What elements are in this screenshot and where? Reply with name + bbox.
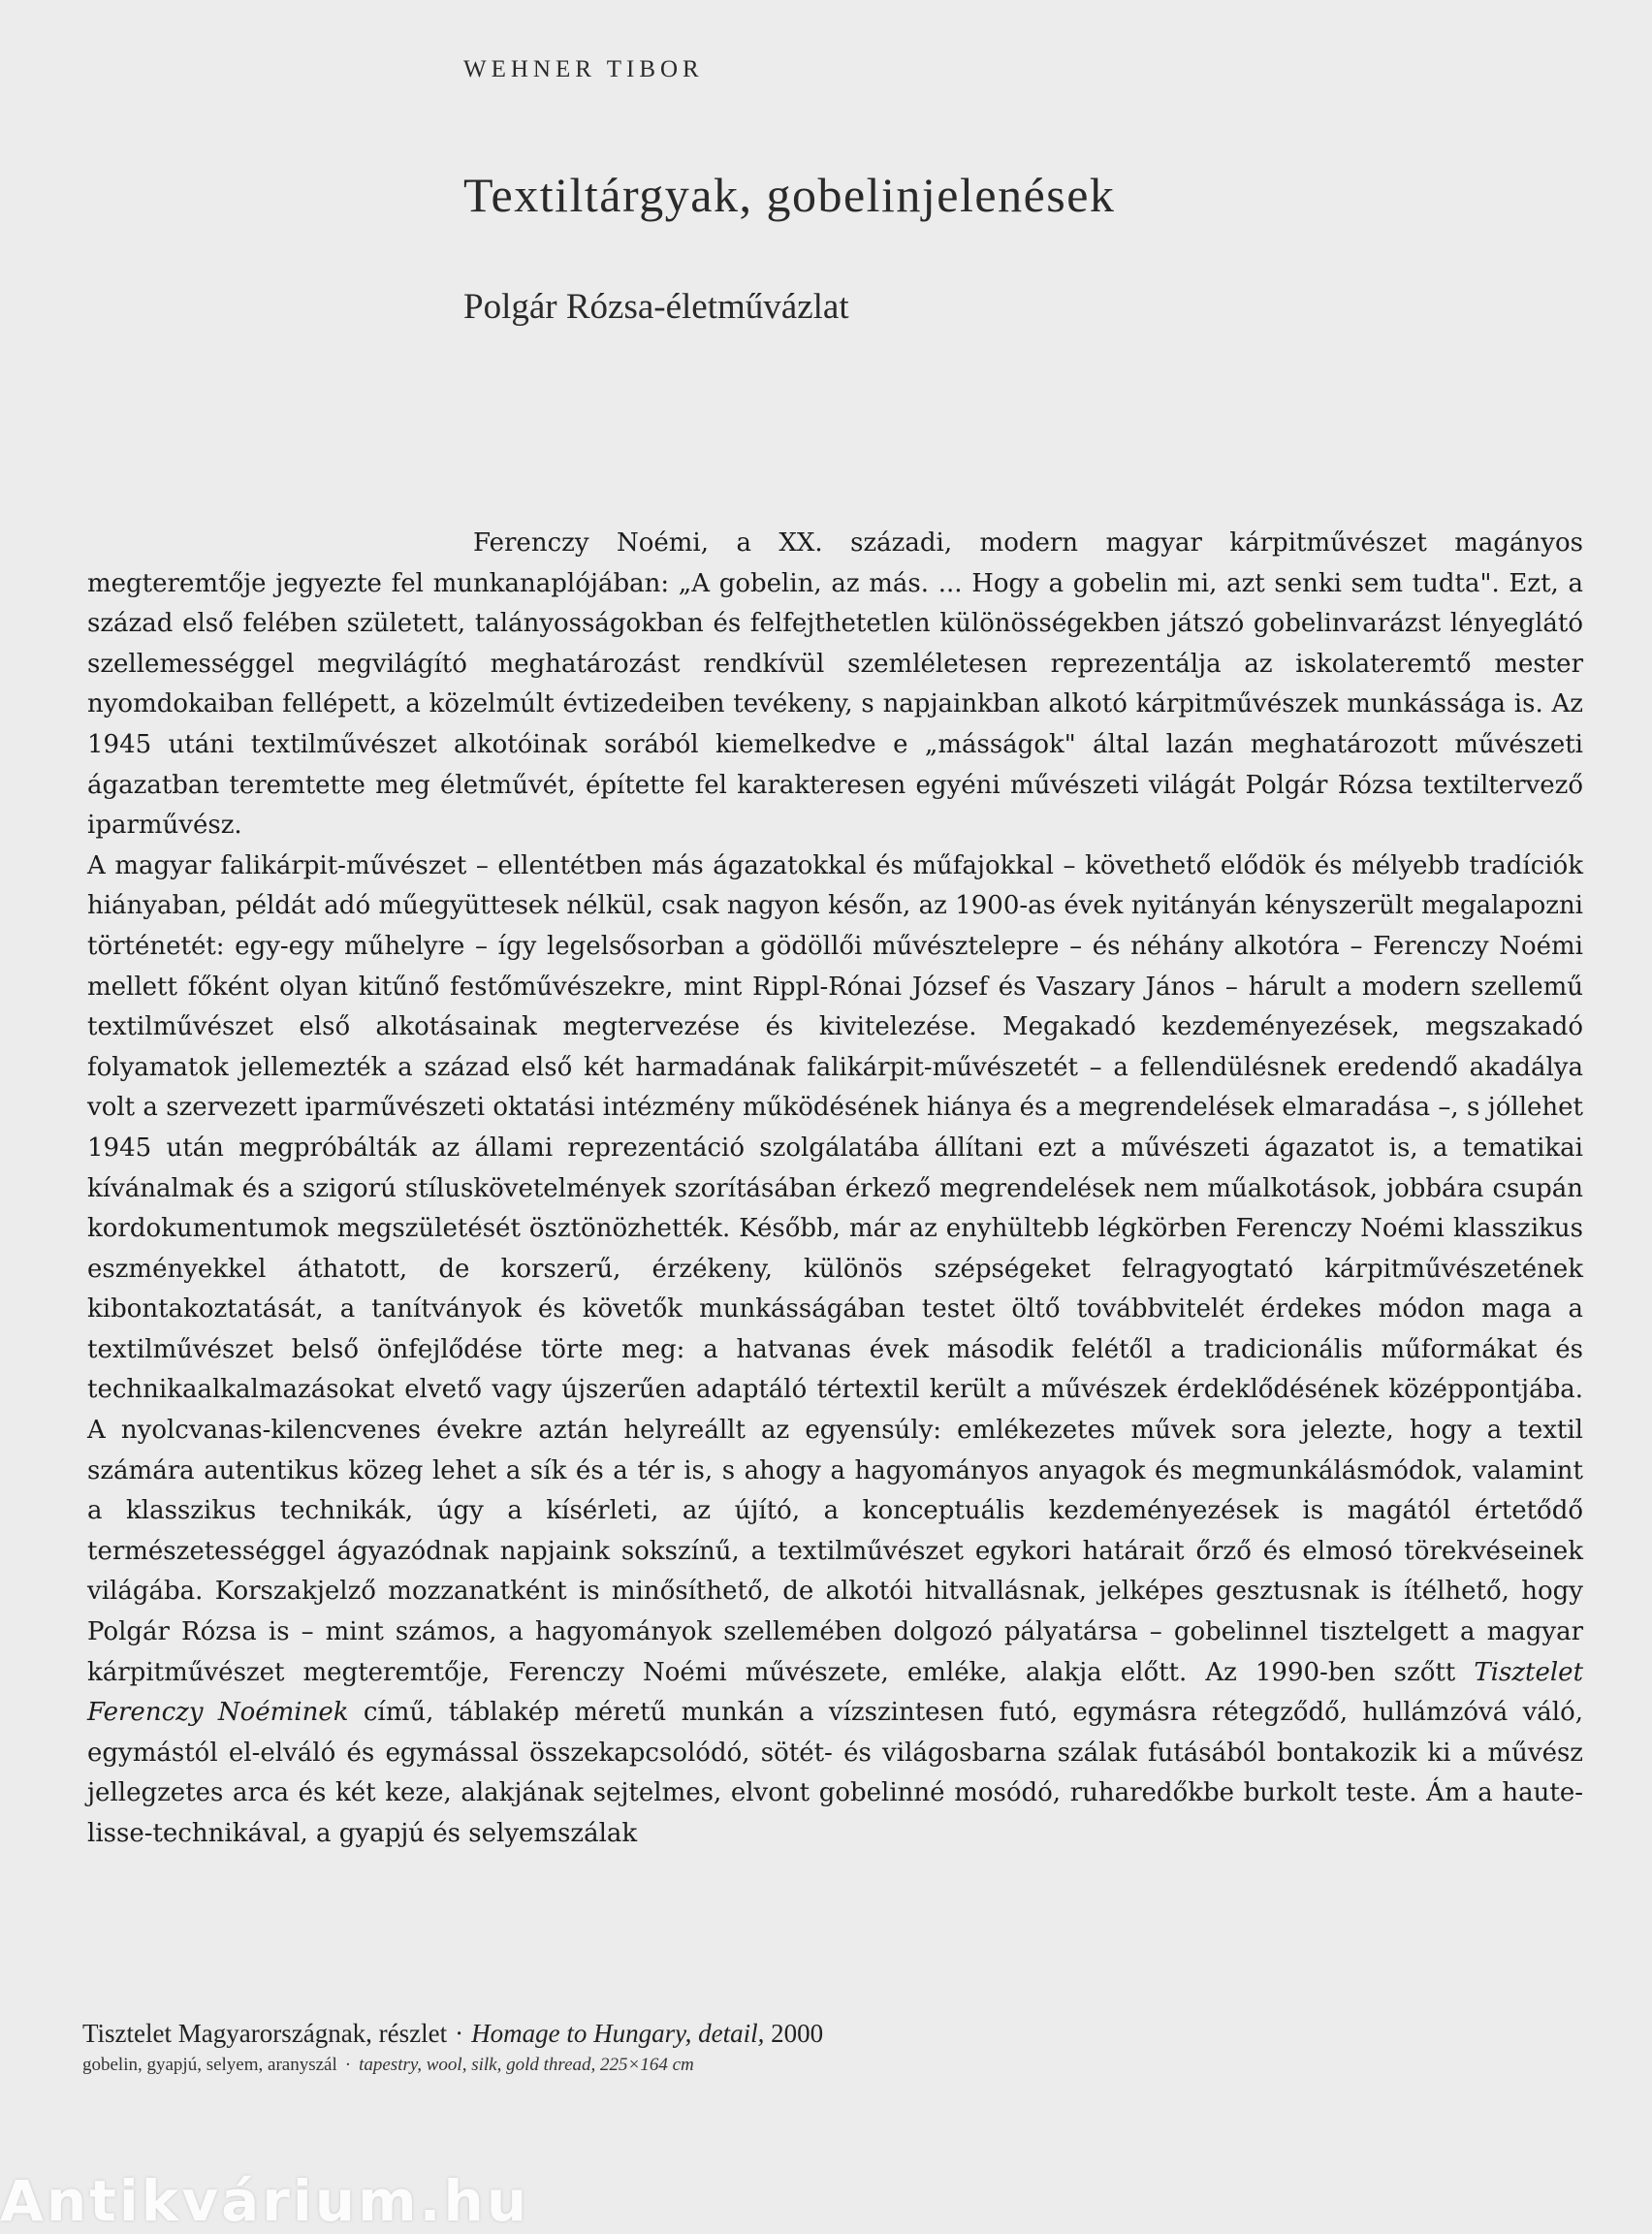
caption-title-en: Homage to Hungary, detail,: [471, 2019, 765, 2048]
caption-year: 2000: [771, 2019, 824, 2048]
paragraph-2-continuation: című, táblakép méretű munkán a vízszintesen futó, egymásra rétegződő, hullámzóvá váló, egymástól el-elváló és egymással összekapcsolódó, sötét- és világosbarna szálak futásából bontakozik ki a művész jellegzetes arca és két keze, alakjának sejtelmes, elvont gobelinné mosódó, ruharedőkbe burkolt teste. Ám a haute-lisse-technikával, a gyapjú és selyemszálak: [87, 1698, 1584, 1848]
article-title: Textiltárgyak, gobelinjelenések: [463, 168, 1116, 222]
caption-title-hu: Tisztelet Magyarországnak, részlet: [82, 2019, 448, 2048]
paragraph-2-text: A magyar falikárpit-művészet – ellentétben más ágazatokkal és műfajokkal – követhető elődök és mélyebb tradíciók hiányaban, példát adó műegyüttesek nélkül, csak nagyon későn, az 1900-as évek nyitányán kényszerült megalapozni történetét: egy-egy műhelyre – így legelsősorban a gödöllői művésztelepre – és néhány alkotóra – Ferenczy Noémi mellett főként olyan kitűnő festőművészekre, mint Rippl-Rónai József és Vaszary János – hárult a modern szellemű textilművészet első alkotásainak megtervezése és kivitelezése. Megakadó kezdeményezések, megszakadó folyamatok jellemezték a század első két harmadának falikárpit-művészetét – a fellendülésnek eredendő akadálya volt a szervezett iparművészeti oktatási intézmény működésének hiánya és a megrendelések elmaradása –, s jóllehet 1945 után megpróbálták az állami reprezentáció szolgálatába állítani ezt a művészeti ágazatot is, a tematikai kívánalmak és a szigorú stíluskövetelmények szorításában érkező megrendelések nem műalkotások, jobbára csupán kordokumentumok megszületését ösztönözhették. Később, már az enyhültebb légkörben Ferenczy Noémi klasszikus eszményekkel áthatott, de korszerű, érzékeny, különös szépségeket felragyogtató kárpitművészetének kibontakoztatását, a tanítványok és követők munkásságában testet öltő továbbvitelét érdekes módon maga a textilművészet belső önfejlődése törte meg: a hatvanas évek második felétől a tradicionális műformákat és technikaalkalmazásokat elvető vagy újszerűen adaptáló tértextil került a művészek érdeklődésének középpontjába. A nyolcvanas-kilencvenes évekre aztán helyreállt az egyensúly: emlékezetes művek sora jelezte, hogy a textil számára autentikus közeg lehet a sík és a tér is, s ahogy a hagyományos anyagok és megmunkálásmódok, valamint a klasszikus technikák, úgy a kísérleti, az újító, a konceptuális kezdeményezések is magától értetődő természetességgel ágyazódnak napjaink sokszínű, a textilművészet egykori határait őrző és elmosó törekvéseinek világába. Korszakjelző mozzanatként is minősíthető, de alkotói hitvallásnak, jelképes gesztusnak is ítélhető, hogy Polgár Rózsa is – mint számos, a hagyományok szellemében dolgozó pályatársa – gobelinnel tisztelgett a magyar kárpitművészet megteremtője, Ferenczy Noémi művészete, emléke, alakja előtt. Az 1990-ben szőtt: [87, 850, 1583, 1687]
paragraph-1: Ferenczy Noémi, a XX. századi, modern magyar kárpitművészet magányos megteremtője jegyezte fel munkanaplójában: „A gobelin, az más. ... Hogy a gobelin mi, azt senki sem tudta". Ezt, a század első felében született, talányosságokban és felfejthetetlen különösségekben játszó gobelinvarázst lényeglátó szellemességgel megvilágító meghatározást rendkívül szemléletesen reprezentálja az iskolateremtő mester nyomdokaiban fellépett, a közelmúlt évtizedeiben tevékeny, s napjainkban alkotó kárpitművészek munkássága is. Az 1945 utáni textilművészet alkotóinak sorából kiemelkedve e „másságok" által lazán meghatározott művészeti ágazatban teremtette meg életművét, építette fel karakteresen egyéni művészeti világát Polgár Rózsa textiltervező iparművész.: [87, 528, 1583, 841]
caption-title-line: [82, 2019, 1440, 2049]
caption-materials-en: tapestry, wool, silk, gold thread,: [359, 2055, 596, 2075]
article-body: [87, 524, 1583, 1855]
author-name: WEHNER TIBOR: [463, 56, 704, 82]
watermark: [0, 2168, 530, 2234]
caption-materials-line: [82, 2055, 1440, 2076]
caption-materials-hu: gobelin, gyapjú, selyem, aranyszál: [82, 2055, 337, 2075]
caption-dimensions: 225×164 cm: [600, 2055, 694, 2075]
image-caption: [82, 2019, 1440, 2076]
watermark-text: Antikvárium.hu: [0, 2168, 530, 2234]
caption-separator-2: ·: [344, 2055, 352, 2075]
work-title: Tisztelet Ferenczy Noéminek: [87, 1657, 1584, 1728]
caption-separator: ·: [455, 2019, 464, 2048]
paragraph-2: [87, 846, 1583, 1855]
article-subtitle: Polgár Rózsa-életművázlat: [463, 287, 849, 327]
